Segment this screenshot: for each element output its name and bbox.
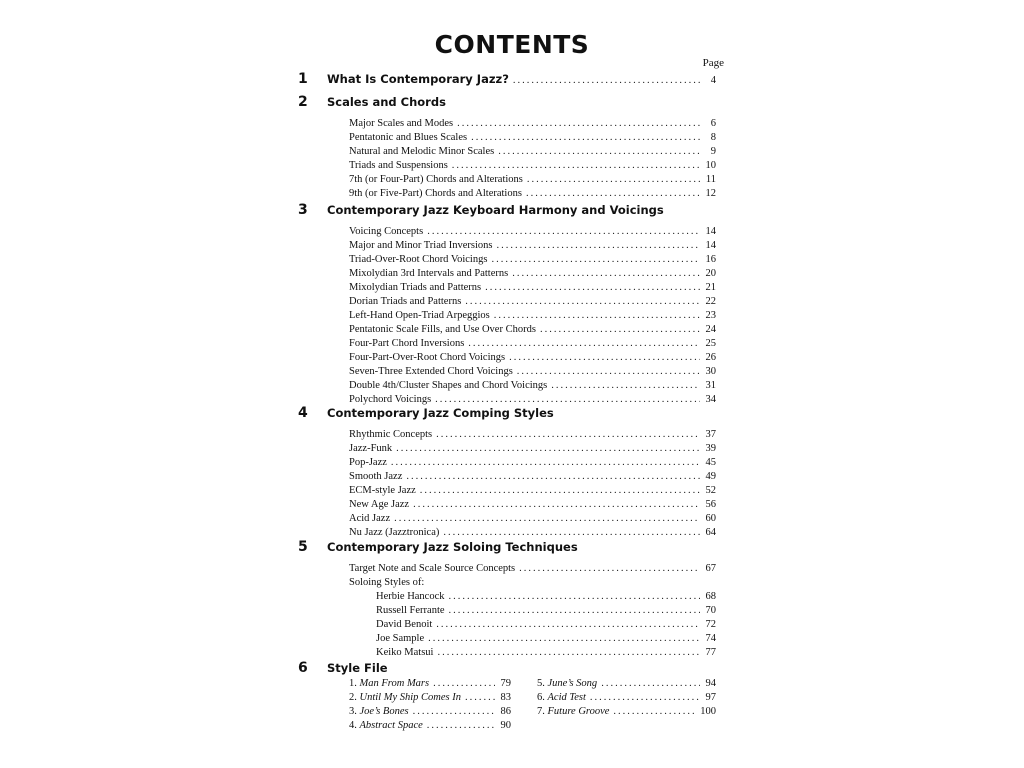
dot-leader [494, 309, 700, 323]
dot-leader [433, 677, 495, 691]
chapter-number: 2 [298, 94, 308, 110]
toc-entry-label: Jazz-Funk [349, 443, 393, 454]
style-file-title: Acid Test [547, 692, 586, 703]
toc-entry-label: Four-Part Chord Inversions [349, 338, 465, 349]
toc-entry-label: Major Scales and Modes [349, 118, 454, 129]
style-file-number: 4. [349, 720, 360, 731]
toc-entry [349, 365, 716, 379]
toc-entry-page: 52 [705, 485, 716, 496]
toc-entry-page: 56 [705, 499, 716, 510]
dot-leader [485, 281, 700, 295]
style-file-entry [537, 677, 716, 691]
toc-entry-page: 64 [705, 527, 716, 538]
dot-leader [512, 267, 700, 281]
toc-entry-page: 12 [705, 188, 716, 199]
dot-leader [498, 145, 700, 159]
dot-leader [391, 456, 700, 470]
toc-entry [349, 173, 716, 187]
toc-entry [376, 632, 716, 646]
toc-entry-label: Dorian Triads and Patterns [349, 296, 462, 307]
dot-leader [427, 225, 700, 239]
style-file-title: Until My Ship Comes In [359, 692, 461, 703]
toc-entry [349, 562, 716, 576]
toc-entry [349, 145, 716, 159]
dot-leader [471, 131, 700, 145]
toc-entry-page: 77 [705, 647, 716, 658]
dot-leader [468, 337, 700, 351]
toc-entry-page: 23 [705, 310, 716, 321]
toc-entry-page: 22 [705, 296, 716, 307]
dot-leader [420, 484, 700, 498]
style-file-title: Man From Mars [359, 678, 430, 689]
chapter-number: 5 [298, 539, 308, 555]
dot-leader [517, 365, 700, 379]
toc-entry-page: 14 [705, 226, 716, 237]
toc-entry-label: Joe Sample [376, 633, 425, 644]
toc-entry [349, 309, 716, 323]
chapter-number: 3 [298, 202, 308, 218]
dot-leader [509, 351, 700, 365]
toc-entry-label: Triads and Suspensions [349, 160, 448, 171]
toc-entry-page: 24 [705, 324, 716, 335]
toc-entry [349, 267, 716, 281]
toc-entry-label: Triad-Over-Root Chord Voicings [349, 254, 488, 265]
style-file-title: Joe’s Bones [359, 706, 409, 717]
chapter-number: 1 [298, 71, 308, 87]
dot-leader [427, 719, 495, 733]
chapter-title: What Is Contemporary Jazz? [327, 72, 509, 86]
dot-leader [394, 512, 700, 526]
toc-entry-label: Major and Minor Triad Inversions [349, 240, 493, 251]
dot-leader [590, 691, 700, 705]
toc-entry-page: 72 [705, 619, 716, 630]
toc-entry [349, 337, 716, 351]
dot-leader [449, 590, 700, 604]
toc-entry-page: 9 [710, 146, 716, 157]
toc-entry-label: Pop-Jazz [349, 457, 387, 468]
dot-leader [457, 117, 700, 131]
style-file-title: Abstract Space [359, 720, 423, 731]
toc-entry-label: ECM-style Jazz [349, 485, 416, 496]
style-file-title: Future Groove [547, 706, 610, 717]
style-file-page: 83 [500, 692, 511, 703]
toc-entry-label: Pentatonic and Blues Scales [349, 132, 468, 143]
toc-entry [349, 187, 716, 201]
dot-leader [527, 173, 700, 187]
toc-entry-page: 10 [705, 160, 716, 171]
toc-entry-label: Smooth Jazz [349, 471, 403, 482]
toc-entry-page: 8 [710, 132, 716, 143]
style-file-entry [349, 705, 511, 719]
toc-entry-label: 9th (or Five-Part) Chords and Alterations [349, 188, 522, 199]
toc-entry [376, 618, 716, 632]
toc-entry-label: Target Note and Scale Source Concepts [349, 563, 516, 574]
toc-entry-page: 11 [705, 174, 716, 185]
toc-entry [349, 470, 716, 484]
dot-leader [437, 646, 700, 660]
toc-entry-page: 20 [705, 268, 716, 279]
style-file-number: 5. [537, 678, 548, 689]
toc-entry-page: 16 [705, 254, 716, 265]
toc-entry-label: Four-Part-Over-Root Chord Voicings [349, 352, 506, 363]
toc-entry-label: New Age Jazz [349, 499, 410, 510]
toc-entry-label: Mixolydian Triads and Patterns [349, 282, 482, 293]
chapter-title: Style File [327, 661, 388, 675]
chapter-number: 6 [298, 660, 308, 676]
style-file-page: 79 [500, 678, 511, 689]
toc-entry [349, 442, 716, 456]
toc-entry [349, 512, 716, 526]
toc-entry-page: 68 [705, 591, 716, 602]
toc-entry [349, 225, 716, 239]
style-file-page: 86 [500, 706, 511, 717]
dot-leader [406, 470, 700, 484]
toc-entry [349, 323, 716, 337]
toc-entry [349, 351, 716, 365]
style-file-entry [349, 677, 511, 691]
dot-leader [613, 705, 696, 719]
toc-entry [349, 159, 716, 173]
chapter-title: Contemporary Jazz Keyboard Harmony and Voicings [327, 203, 664, 217]
chapter-page: 4 [710, 75, 716, 86]
style-file-entry [349, 691, 511, 705]
dot-leader [428, 632, 700, 646]
toc-entry-label: Polychord Voicings [349, 394, 432, 405]
toc-entry-page: 49 [705, 471, 716, 482]
toc-entry [349, 131, 716, 145]
dot-leader [519, 562, 700, 576]
dot-leader [513, 72, 700, 90]
style-file-number: 7. [537, 706, 548, 717]
style-file-page: 100 [700, 706, 716, 717]
toc-entry-label: Seven-Three Extended Chord Voicings [349, 366, 513, 377]
toc-entry [349, 379, 716, 393]
dot-leader [452, 159, 700, 173]
style-file-page: 90 [500, 720, 511, 731]
dot-leader [491, 253, 700, 267]
dot-leader [465, 295, 700, 309]
toc-entry-label: Herbie Hancock [376, 591, 445, 602]
toc-entry-page: 31 [705, 380, 716, 391]
dot-leader [551, 379, 700, 393]
toc-entry-label: Pentatonic Scale Fills, and Use Over Chords [349, 324, 536, 335]
toc-entry-label: Nu Jazz (Jazztronica) [349, 527, 440, 538]
dot-leader [396, 442, 700, 456]
dot-leader [436, 428, 700, 442]
dot-leader [465, 691, 495, 705]
toc-entry-page: 34 [705, 394, 716, 405]
style-file-number: 2. [349, 692, 360, 703]
toc-entry-page: 37 [705, 429, 716, 440]
toc-entry [349, 498, 716, 512]
toc-entry-page: 45 [705, 457, 716, 468]
toc-entry-label: Natural and Melodic Minor Scales [349, 146, 495, 157]
toc-entry [349, 295, 716, 309]
toc-entry-page: 67 [705, 563, 716, 574]
dot-leader [526, 187, 700, 201]
chapter-heading [327, 70, 716, 88]
style-file-page: 94 [705, 678, 716, 689]
style-file-entry [537, 705, 716, 719]
toc-entry-page: 6 [710, 118, 716, 129]
style-file-title: June’s Song [547, 678, 598, 689]
toc-entry-label: David Benoit [376, 619, 433, 630]
dot-leader [436, 618, 700, 632]
style-file-page: 97 [705, 692, 716, 703]
toc-entry [349, 117, 716, 131]
chapter-title: Contemporary Jazz Comping Styles [327, 406, 554, 420]
dot-leader [413, 498, 700, 512]
toc-entry [349, 428, 716, 442]
toc-entry-label: Russell Ferrante [376, 605, 445, 616]
toc-entry [349, 281, 716, 295]
toc-entry-label: Left-Hand Open-Triad Arpeggios [349, 310, 490, 321]
toc-entry-page: 21 [705, 282, 716, 293]
toc-entry-page: 25 [705, 338, 716, 349]
toc-entry [349, 239, 716, 253]
dot-leader [449, 604, 700, 618]
page-title: CONTENTS [434, 30, 590, 59]
toc-entry [376, 646, 716, 660]
toc-entry-label: Double 4th/Cluster Shapes and Chord Voicings [349, 380, 548, 391]
style-file-number: 6. [537, 692, 548, 703]
toc-entry-label: Acid Jazz [349, 513, 391, 524]
chapter-title: Scales and Chords [327, 95, 446, 109]
style-file-entry [537, 691, 716, 705]
toc-entry-page: 39 [705, 443, 716, 454]
toc-entry-page: 70 [705, 605, 716, 616]
toc-entry-page: 30 [705, 366, 716, 377]
toc-entry-label: Voicing Concepts [349, 226, 424, 237]
dot-leader [540, 323, 700, 337]
toc-entry-label: Mixolydian 3rd Intervals and Patterns [349, 268, 509, 279]
style-file-number: 3. [349, 706, 360, 717]
toc-entry-page: 74 [705, 633, 716, 644]
style-file-number: 1. [349, 678, 360, 689]
dot-leader [497, 239, 701, 253]
style-file-entry [349, 719, 511, 733]
toc-entry-page: 26 [705, 352, 716, 363]
dot-leader [413, 705, 495, 719]
chapter-number: 4 [298, 405, 308, 421]
chapter-title: Contemporary Jazz Soloing Techniques [327, 540, 578, 554]
toc-entry [376, 604, 716, 618]
toc-entry-label: Rhythmic Concepts [349, 429, 433, 440]
page-column-label: Page [702, 57, 724, 69]
toc-entry [349, 456, 716, 470]
dot-leader [601, 677, 700, 691]
toc-entry [349, 484, 716, 498]
toc-entry [376, 590, 716, 604]
toc-entry-page: 60 [705, 513, 716, 524]
toc-subheading: Soloing Styles of: [349, 577, 425, 588]
toc-entry [349, 253, 716, 267]
toc-entry-label: Keiko Matsui [376, 647, 434, 658]
toc-entry-page: 14 [705, 240, 716, 251]
toc-entry-label: 7th (or Four-Part) Chords and Alterations [349, 174, 523, 185]
